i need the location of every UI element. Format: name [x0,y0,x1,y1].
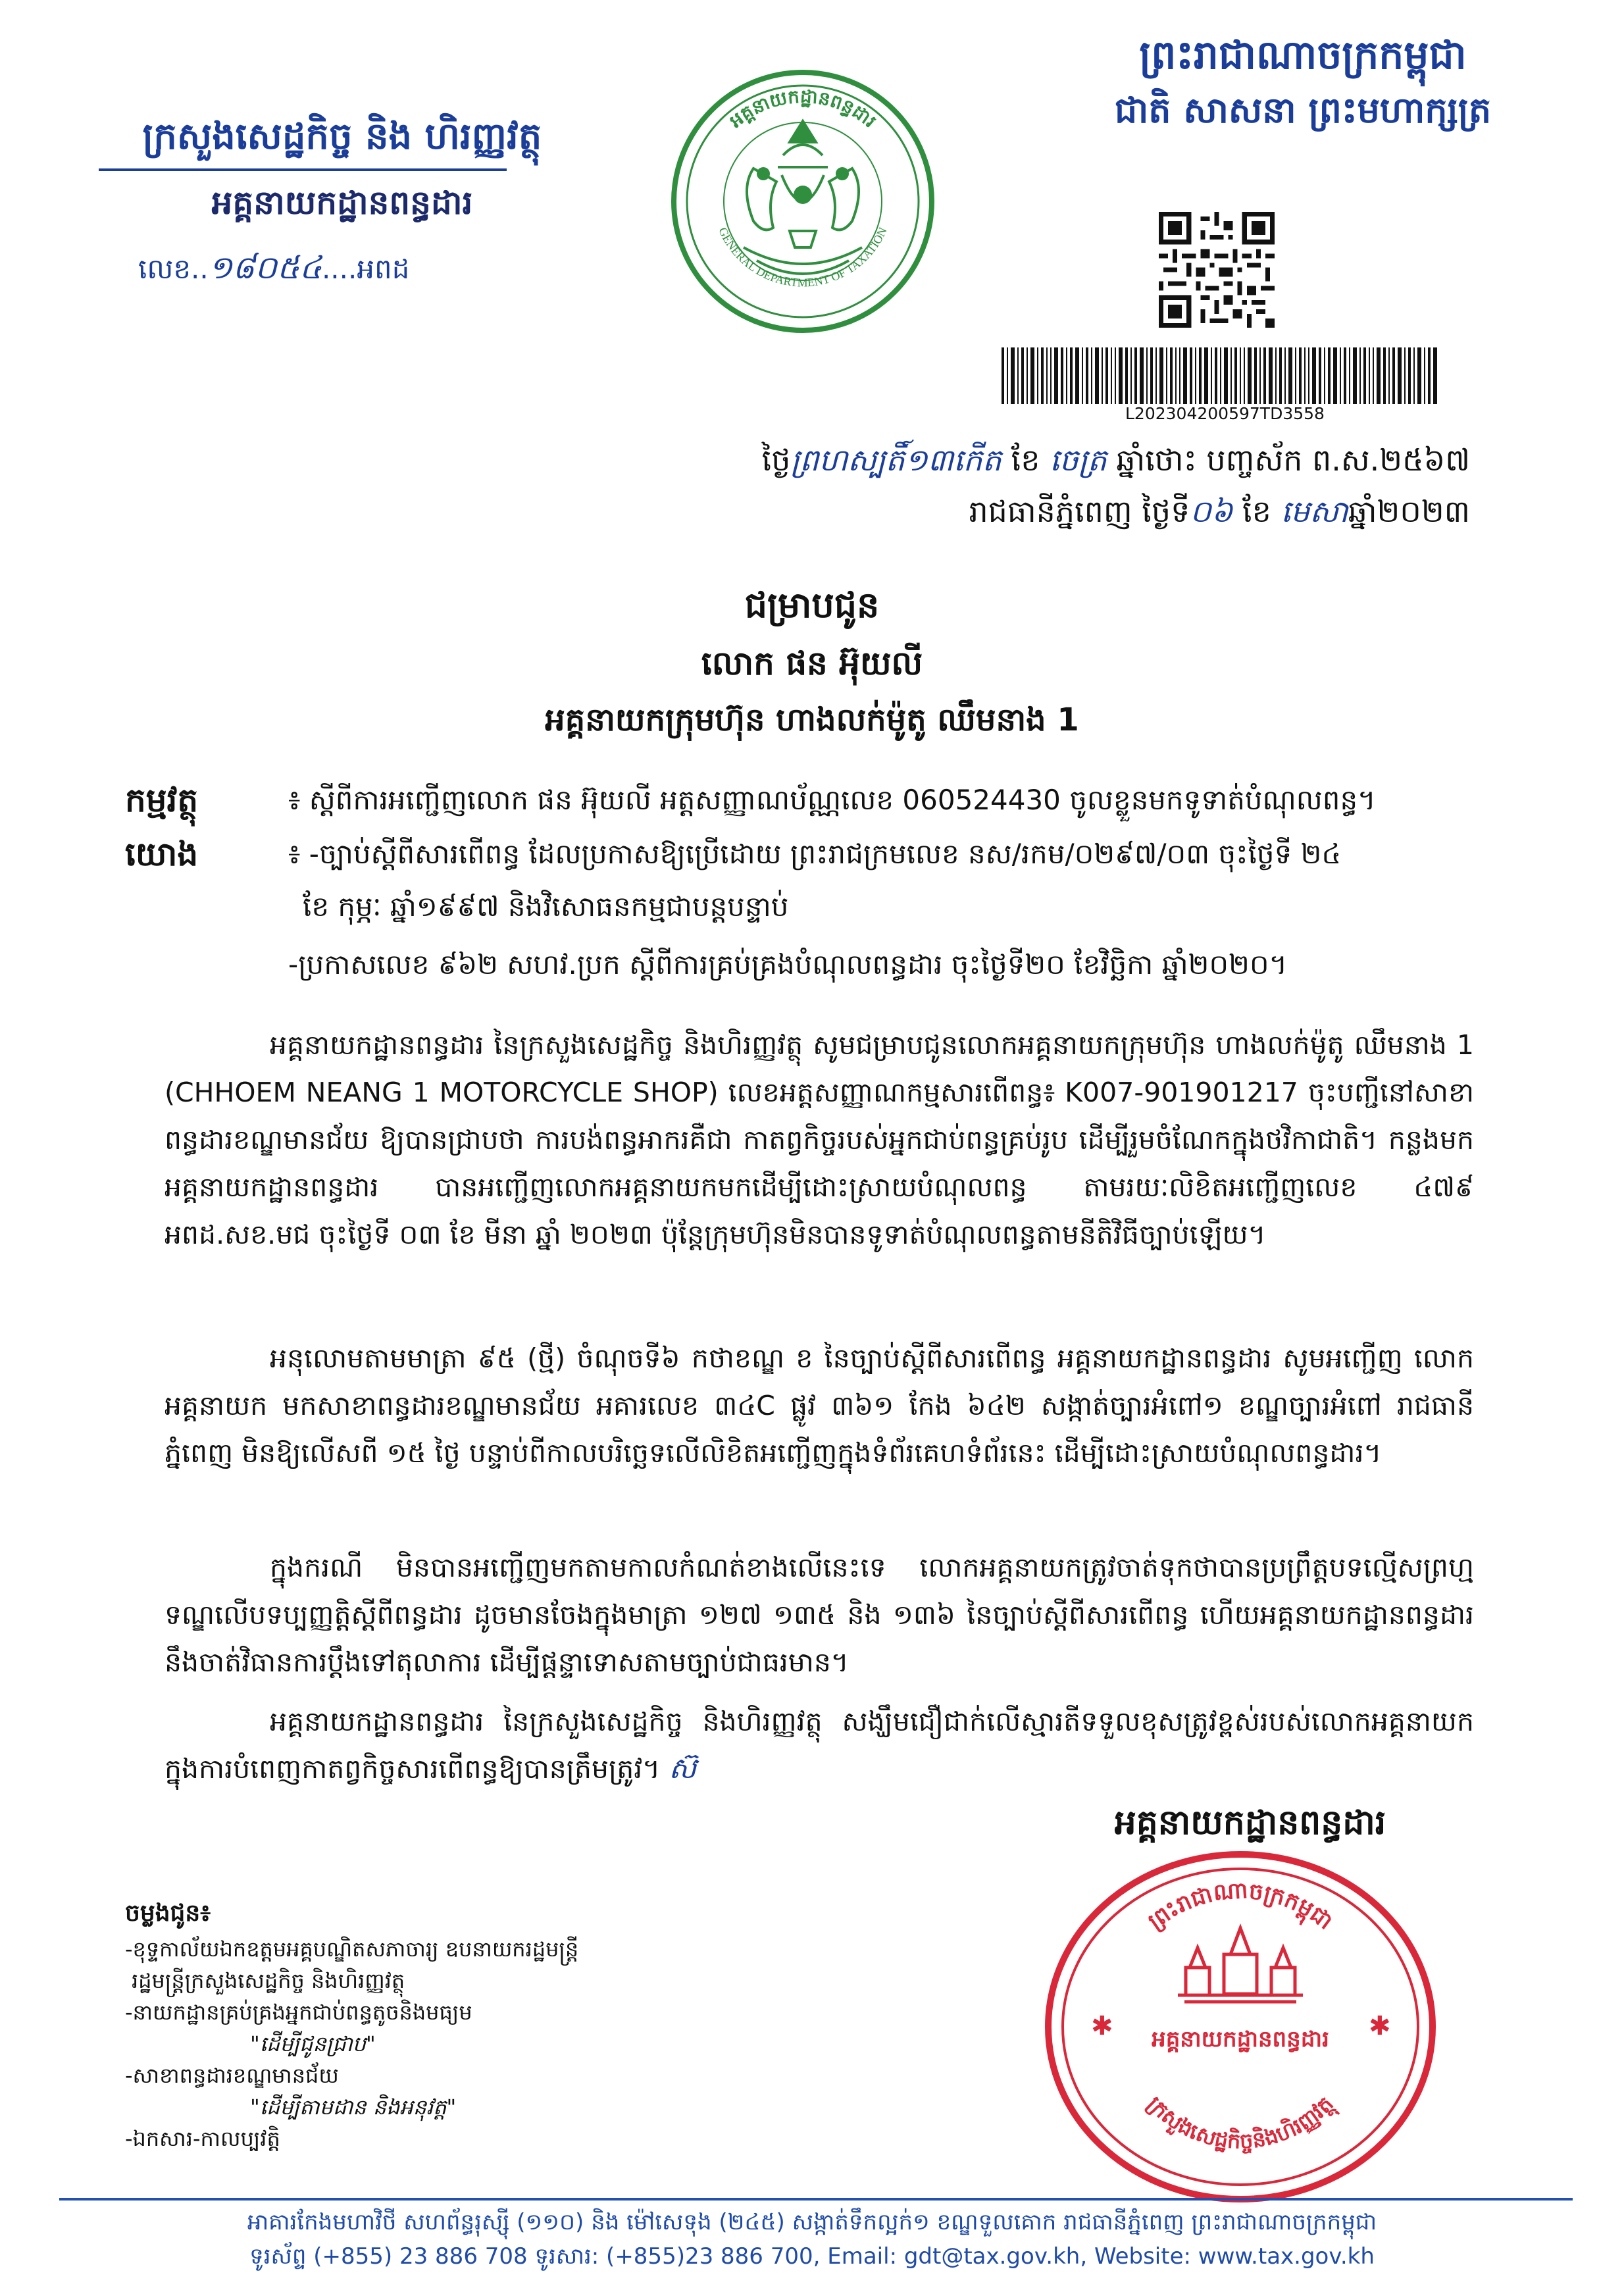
body-paragraph-1 [165,1021,1474,1258]
angkor-temple-icon [1178,1928,1303,2002]
ministry-name: ក្រសួងសេដ្ឋកិច្ច និង ហិរញ្ញវត្ថុ [142,115,542,158]
body-paragraph-1-text: អគ្គនាយកដ្ឋានពន្ធដារ នៃក្រសួងសេដ្ឋកិច្ច និងហិរញ្ញវត្ថុ សូមជម្រាបជូនលោកអគ្គនាយកក្រុមហ៊ុន ហាងលក់ម៉ូតូ ឈឹមនាង 1 (CHHOEM NEANG 1 MOTORCYCLE SHOP) លេខអត្តសញ្ញាណកម្មសារពើពន្ធ៖ K007-901901217 ចុះបញ្ជីនៅសាខា ពន្ធដារខណ្ឌមានជ័យ ឱ្យបានជ្រាបថា ការបង់ពន្ធអាករគឺជា កាតព្វកិច្ចរបស់អ្នកជាប់ពន្ធគ្រប់រូប ដើម្បីរួមចំណែកក្នុងថវិកាជាតិ។ កន្លងមក អគ្គនាយកដ្ឋានពន្ធដារ បានអញ្ជើញលោកអគ្គនាយកមកដើម្បីដោះស្រាយបំណុលពន្ធ តាមរយៈលិខិតអញ្ជើញលេខ ៤៧៩ អពដ.សខ.មជ ចុះថ្ងៃទី ០៣ ខែ មីនា ឆ្នាំ ២០២៣ ប៉ុន្តែក្រុមហ៊ុនមិនបានទូទាត់បំណុលពន្ធតាមនីតិវិធីច្បាប់ឡើយ។ [165,1029,1474,1250]
solar-month-label: ខែ [1242,494,1271,529]
barcode-number: L202304200597TD3558 [1125,404,1325,423]
department-name: អគ្គនាយកដ្ឋានពន្ធដារ [211,184,473,222]
lunar-prefix: ថ្ងៃ [761,442,791,478]
copies-item: -នាយកដ្ឋានគ្រប់គ្រងអ្នកជាប់ពន្ធតូចនិងមធ្យម [125,2000,472,2025]
gdt-emblem-logo [665,63,941,340]
reference-line-3: -ប្រកាសលេខ ៩៦២ សហវ.ប្រក ស្តីពីការគ្រប់គ្រងបំណុលពន្ធដារ ចុះថ្ងៃទី២០ ខែវិច្ឆិកា ឆ្នាំ២០២០។ [288,948,1288,980]
footer-address: អាគារកែងមហាវិថី សហព័ន្ធរុស្ស៊ី (១១០) និង ម៉ៅសេទុង (២៤៥) សង្កាត់ទឹកល្អក់១ ខណ្ឌទួលគោក រាជធានីភ្នំពេញ ព្រះរាជាណាចក្រកម្ពុជា [247,2209,1377,2235]
addressee-name: លោក ផន អ៊ុយលី [701,644,923,682]
svg-text:✱: ✱ [1091,2011,1113,2041]
lunar-month-handwritten: ចេត្រ [1050,442,1107,478]
copies-note-follow: "ដើម្បីតាមដាន និងអនុវត្ត" [250,2095,457,2120]
seal-mid-text: អគ្គនាយកដ្ឋានពន្ធដារ [1152,2026,1329,2052]
lunar-year: ឆ្នាំថោះ បញ្ចស័ក ព.ស.២៥៦៧ [1116,442,1470,478]
copies-note-report: "ដើម្បីជូនជ្រាប" [250,2031,376,2056]
solar-year: ឆ្នាំ២០២៣ [1348,494,1470,529]
solar-day-handwritten: ០៦ [1190,494,1233,529]
copies-heading: ចម្លងជូន៖ [125,1900,211,1927]
solar-date [680,488,1470,534]
kingdom-title: ព្រះរាជាណាចក្រកម្ពុជា [1139,32,1467,78]
body-paragraph-2 [165,1335,1474,1477]
doc-no-suffix: ....អពដ [321,253,410,285]
ministry-underline [99,168,507,171]
footer-divider [59,2198,1573,2201]
reference-line-2: ខែ កុម្ភៈ ឆ្នាំ១៩៩៧ និងវិសោធនកម្មជាបន្តបន្ទាប់ [303,890,789,923]
qr-code [1155,212,1278,328]
subject-text: ៖ ស្តីពីការអញ្ជើញលោក ផន អ៊ុយលី អត្តសញ្ញាណប័ណ្ណលេខ 060524430 ចូលខ្លួនមកទូទាត់បំណុលពន្ធ។ [288,784,1376,816]
signatory-title: អគ្គនាយកដ្ឋានពន្ធដារ [1114,1803,1386,1843]
barcode [1002,347,1437,404]
subject-label: កម្មវត្ថុ [125,781,199,819]
national-motto: ជាតិ សាសនា ព្រះមហាក្សត្រ [1114,89,1492,131]
lunar-day-handwritten: ព្រហស្បតិ៍១៣កើត [790,442,1002,478]
copies-item: -សាខាពន្ធដារខណ្ឌមានជ័យ [125,2063,339,2088]
handwritten-initials: ស៊ [669,1752,697,1785]
reference-label: យោង [125,835,199,873]
copies-item: -ឯកសារ-កាលប្បវត្តិ [125,2126,280,2151]
reference-line-1: ៖ -ច្បាប់ស្តីពីសារពើពន្ធ ដែលប្រកាសឱ្យប្រើដោយ ព្រះរាជក្រមលេខ នស/រកម/០២៩៧/០៣ ចុះថ្ងៃទី ២៤ [288,838,1342,870]
seal-top-text: ព្រះរាជាណាចក្រកម្ពុជា [1143,1877,1338,1935]
svg-text:ក្រសួងសេដ្ឋកិច្ចនិងហិរញ្ញវត្ថុ [1142,2091,1342,2154]
emblem-bottom-text: GENERAL DEPARTMENT OF TAXATION [716,225,890,290]
body-paragraph-4 [165,1698,1474,1793]
doc-no-handwritten: ១៨០៥៤ [208,249,322,286]
addressee-position: អគ្គនាយកក្រុមហ៊ុន ហាងលក់ម៉ូតូ ឈឹមនាង 1 [545,701,1079,738]
notify-heading: ជម្រាបជូន [744,584,880,626]
solar-prefix: រាជធានីភ្នំពេញ ថ្ងៃទី [969,494,1190,529]
copies-item: -ខុទ្ទកាល័យឯកឧត្តមអគ្គបណ្ឌិតសភាចារ្យ ឧបនាយករដ្ឋមន្ត្រី [125,1937,579,1962]
solar-month-handwritten: មេសា [1281,494,1348,529]
body-paragraph-2-text: អនុលោមតាមមាត្រា ៩៥ (ថ្មី) ចំណុចទី៦ កថាខណ្ឌ ខ នៃច្បាប់ស្តីពីសារពើពន្ធ អគ្គនាយកដ្ឋានពន្ធដារ សូមអញ្ជើញ លោកអគ្គនាយក មកសាខាពន្ធដារខណ្ឌមានជ័យ អគារលេខ ៣៤C ផ្លូវ ៣៦១ កែង ៦៤២ សង្កាត់ច្បារអំពៅ១ ខណ្ឌច្បារអំពៅ រាជធានីភ្នំពេញ មិនឱ្យលើសពី ១៥ ថ្ងៃ បន្ទាប់ពីកាលបរិច្ឆេទលើលិខិតអញ្ជើញក្នុងទំព័រគេហទំព័រនេះ ដើម្បីដោះស្រាយបំណុលពន្ធដារ។ [165,1342,1474,1469]
svg-text:✱: ✱ [1369,2011,1391,2041]
document-number [138,245,559,292]
body-paragraph-3 [165,1544,1474,1686]
lunar-month-label: ខែ [1011,442,1040,478]
lunar-date [680,437,1470,483]
emblem-top-text: អគ្គនាយកដ្ឋានពន្ធដារ [725,85,881,132]
svg-text:GENERAL DEPARTMENT OF TAXATION [716,225,889,289]
footer-contact: ទូរស័ព្ទ (+855) 23 886 708 ទូរសារ: (+855)23 886 700, Email: gdt@tax.gov.kh, Website: www.tax.gov.kh [249,2243,1375,2270]
doc-no-prefix: លេខ.. [138,253,209,285]
official-red-seal [1040,1849,1441,2204]
copies-item: រដ្ឋមន្ត្រីក្រសួងសេដ្ឋកិច្ច និងហិរញ្ញវត្ថុ [132,1968,405,1993]
body-paragraph-3-text: ក្នុងករណី មិនបានអញ្ជើញមកតាមកាលកំណត់ខាងលើនេះទេ លោកអគ្គនាយកត្រូវចាត់ទុកថាបានប្រព្រឹត្តបទល្មើសព្រហ្មទណ្ឌលើបទប្បញ្ញត្តិស្តីពីពន្ធដារ ដូចមានចែងក្នុងមាត្រា ១២៧ ១៣៥ និង ១៣៦ នៃច្បាប់ស្តីពីសារពើពន្ធ ហើយអគ្គនាយកដ្ឋានពន្ធដារនឹងចាត់វិធានការប្តឹងទៅតុលាការ ដើម្បីផ្តន្ទាទោសតាមច្បាប់ជាធរមាន។ [165,1552,1474,1678]
body-paragraph-4-text: អគ្គនាយកដ្ឋានពន្ធដារ នៃក្រសួងសេដ្ឋកិច្ច និងហិរញ្ញវត្ថុ សង្ឃឹមជឿជាក់លើស្មារតីទទួលខុសត្រូវខ្ពស់របស់លោកអគ្គនាយក ក្នុងការបំពេញកាតព្វកិច្ចសារពើពន្ធឱ្យបានត្រឹមត្រូវ។ [165,1706,1474,1785]
seal-bottom-text: ក្រសួងសេដ្ឋកិច្ចនិងហិរញ្ញវត្ថុ [1142,2091,1338,2154]
